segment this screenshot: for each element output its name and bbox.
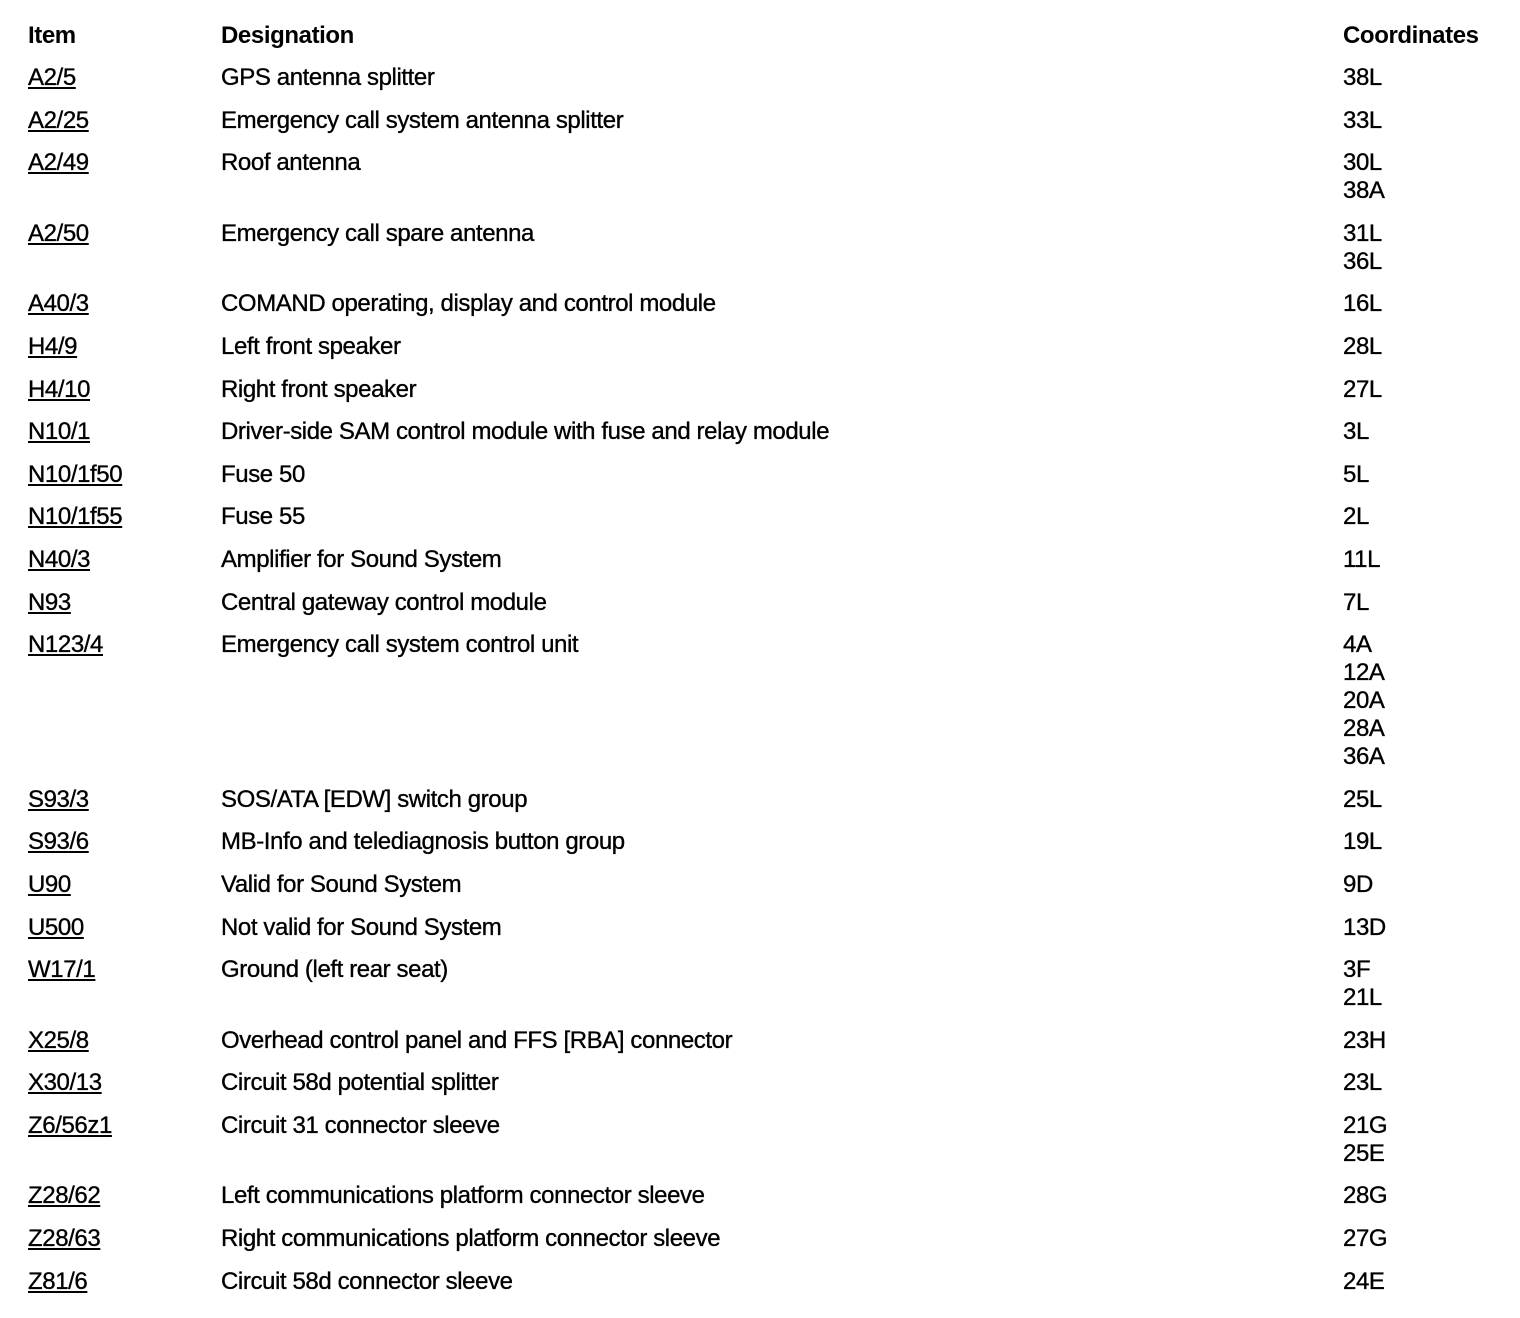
designation-text: Circuit 31 connector sleeve <box>221 1111 500 1139</box>
coordinate-value: 28L <box>1343 332 1382 360</box>
coordinate-value: 13D <box>1343 913 1386 941</box>
table-row <box>28 1069 1498 1112</box>
item-link[interactable]: A2/5 <box>28 64 76 91</box>
coordinate-value: 28G <box>1343 1182 1388 1210</box>
designation-text: Circuit 58d connector sleeve <box>221 1267 513 1295</box>
coordinate-value: 25E <box>1343 1139 1385 1167</box>
item-link[interactable]: H4/9 <box>28 332 78 360</box>
coordinate-value: 23H <box>1343 1026 1386 1054</box>
coordinates-cell <box>1343 1182 1387 1210</box>
item-link[interactable]: Z6/56z1 <box>28 1111 112 1139</box>
coordinates-cell <box>1343 1069 1382 1097</box>
coordinates-cell <box>1343 1268 1385 1296</box>
coordinate-value: 3L <box>1343 418 1369 446</box>
table-row <box>28 1112 1498 1183</box>
item-link[interactable]: A2/25 <box>28 106 89 134</box>
table-row <box>28 220 1498 291</box>
coordinate-value: 2L <box>1343 503 1369 531</box>
item-link[interactable]: X30/13 <box>28 1069 102 1097</box>
header-coordinates: Coordinates <box>1343 22 1479 49</box>
coordinates-cell <box>1343 828 1382 856</box>
table-row <box>28 828 1498 871</box>
coordinate-value: 31L <box>1343 219 1382 247</box>
table-row <box>28 290 1498 333</box>
coordinates-cell <box>1343 376 1382 404</box>
item-link[interactable]: S93/6 <box>28 828 89 856</box>
coordinate-value: 16L <box>1343 290 1382 318</box>
table-row <box>28 631 1498 786</box>
component-legend-table <box>28 22 1498 1310</box>
coordinates-cell <box>1343 220 1382 276</box>
designation-text: Not valid for Sound System <box>221 913 502 941</box>
header-item: Item <box>28 22 76 49</box>
coordinate-value: 4A <box>1343 631 1372 659</box>
coordinates-cell <box>1343 589 1369 617</box>
coordinate-value: 21G <box>1343 1111 1388 1139</box>
coordinates-cell <box>1343 107 1382 135</box>
table-row <box>28 1225 1498 1268</box>
table-row <box>28 1027 1498 1070</box>
coordinate-value: 27G <box>1343 1225 1388 1253</box>
table-row <box>28 503 1498 546</box>
designation-text: Overhead control panel and FFS [RBA] connector <box>221 1026 733 1054</box>
coordinate-value: 36L <box>1343 247 1382 275</box>
table-row <box>28 786 1498 829</box>
item-link[interactable]: Z28/63 <box>28 1225 101 1253</box>
coordinates-cell <box>1343 64 1382 92</box>
designation-text: Fuse 50 <box>221 460 305 488</box>
item-link[interactable]: N10/1 <box>28 418 91 446</box>
item-link[interactable]: Z81/6 <box>28 1267 88 1295</box>
table-header <box>28 22 1498 64</box>
coordinate-value: 36A <box>1343 743 1385 771</box>
item-link[interactable]: S93/3 <box>28 785 89 813</box>
coordinate-value: 25L <box>1343 785 1382 813</box>
table-row <box>28 461 1498 504</box>
designation-text: Emergency call spare antenna <box>221 219 534 247</box>
designation-text: Amplifier for Sound System <box>221 545 502 573</box>
designation-text: Circuit 58d potential splitter <box>221 1069 499 1097</box>
coordinates-cell <box>1343 149 1385 205</box>
designation-text: Valid for Sound System <box>221 870 462 898</box>
item-link[interactable]: U90 <box>28 870 71 898</box>
coordinates-cell <box>1343 418 1369 446</box>
coordinates-cell <box>1343 631 1385 771</box>
designation-text: Left front speaker <box>221 332 401 360</box>
designation-text: SOS/ATA [EDW] switch group <box>221 785 528 813</box>
designation-text: Emergency call system control unit <box>221 631 579 659</box>
table-row <box>28 589 1498 632</box>
coordinates-cell <box>1343 333 1382 361</box>
table-row <box>28 107 1498 150</box>
coordinate-value: 7L <box>1343 588 1369 616</box>
coordinate-value: 38A <box>1343 177 1385 205</box>
table-row <box>28 149 1498 220</box>
designation-text: Left communications platform connector sleeve <box>221 1182 705 1210</box>
coordinates-cell <box>1343 461 1369 489</box>
item-link[interactable]: Z28/62 <box>28 1182 101 1210</box>
coordinate-value: 28A <box>1343 715 1385 743</box>
designation-text: Emergency call system antenna splitter <box>221 106 624 134</box>
designation-text: Central gateway control module <box>221 588 547 616</box>
designation-text: Ground (left rear seat) <box>221 956 448 984</box>
item-link[interactable]: W17/1 <box>28 956 96 984</box>
coordinate-value: 21L <box>1343 984 1382 1012</box>
item-link[interactable]: A40/3 <box>28 290 89 318</box>
coordinates-cell <box>1343 956 1382 1012</box>
table-body <box>28 64 1498 1310</box>
coordinates-cell <box>1343 1027 1386 1055</box>
coordinates-cell <box>1343 290 1382 318</box>
coordinate-value: 33L <box>1343 106 1382 134</box>
designation-text: Fuse 55 <box>221 503 305 531</box>
item-link[interactable]: X25/8 <box>28 1026 89 1054</box>
designation-text: MB-Info and telediagnosis button group <box>221 828 625 856</box>
table-row <box>28 956 1498 1027</box>
item-link[interactable]: N123/4 <box>28 631 103 659</box>
item-link[interactable]: N40/3 <box>28 545 91 573</box>
table-row <box>28 914 1498 957</box>
designation-text: Right front speaker <box>221 375 417 403</box>
item-link[interactable]: A2/50 <box>28 219 89 247</box>
table-row <box>28 64 1498 107</box>
item-link[interactable]: U500 <box>28 913 84 941</box>
item-link[interactable]: N10/1f55 <box>28 503 123 531</box>
table-row <box>28 418 1498 461</box>
coordinates-cell <box>1343 503 1369 531</box>
coordinates-cell <box>1343 871 1373 899</box>
coordinate-value: 9D <box>1343 870 1373 898</box>
coordinate-value: 30L <box>1343 149 1382 177</box>
item-link[interactable]: N93 <box>28 588 71 616</box>
coordinate-value: 24E <box>1343 1267 1385 1295</box>
designation-text: Right communications platform connector sleeve <box>221 1225 721 1253</box>
coordinate-value: 19L <box>1343 828 1382 856</box>
coordinate-value: 20A <box>1343 687 1385 715</box>
table-row <box>28 546 1498 589</box>
coordinate-value: 27L <box>1343 375 1382 403</box>
coordinates-cell <box>1343 546 1380 574</box>
coordinate-value: 38L <box>1343 64 1382 91</box>
header-designation: Designation <box>221 22 354 49</box>
table-row <box>28 1182 1498 1225</box>
coordinates-cell <box>1343 914 1386 942</box>
table-row <box>28 871 1498 914</box>
designation-text: Driver-side SAM control module with fuse and relay module <box>221 418 830 446</box>
coordinate-value: 3F <box>1343 956 1371 984</box>
designation-text: GPS antenna splitter <box>221 64 435 91</box>
coordinate-value: 11L <box>1343 545 1381 573</box>
designation-text: COMAND operating, display and control module <box>221 290 716 318</box>
coordinate-value: 12A <box>1343 659 1385 687</box>
table-row <box>28 376 1498 419</box>
item-link[interactable]: A2/49 <box>28 149 89 177</box>
table-row <box>28 1268 1498 1311</box>
designation-text: Roof antenna <box>221 149 361 177</box>
table-row <box>28 333 1498 376</box>
coordinates-cell <box>1343 1225 1387 1253</box>
item-link[interactable]: H4/10 <box>28 375 91 403</box>
coordinate-value: 23L <box>1343 1069 1382 1097</box>
coordinates-cell <box>1343 1112 1387 1168</box>
item-link[interactable]: N10/1f50 <box>28 460 123 488</box>
coordinates-cell <box>1343 786 1382 814</box>
coordinate-value: 5L <box>1343 460 1369 488</box>
